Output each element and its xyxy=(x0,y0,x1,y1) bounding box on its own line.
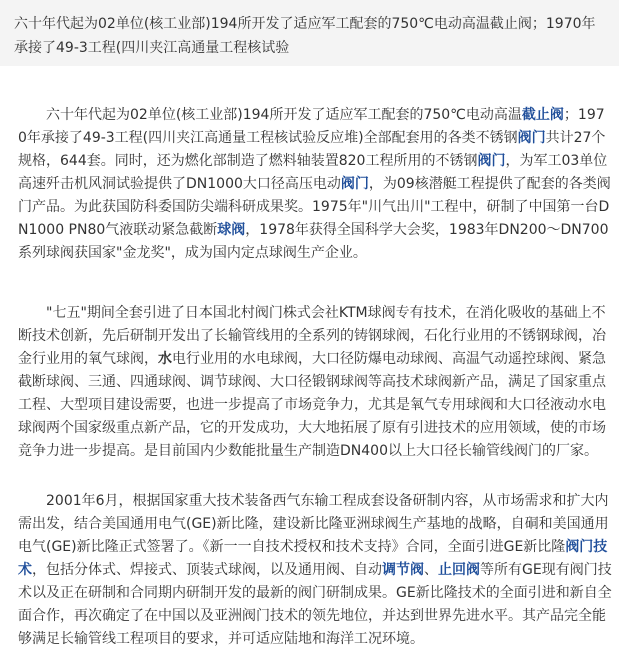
paragraph-text: ；1970年承接了49-3工程(四川夹江高通量工程核试验反应堆)全部配套用的各类不锈钢 xyxy=(18,107,605,146)
keyword-bold: 水 xyxy=(158,351,172,367)
keyword-link[interactable]: 阀门技术 xyxy=(18,539,608,578)
excerpt-title: 六十年代起为02单位(核工业部)194所开发了适应军工配套的750℃电动高温截止阀；1970年承接了49-3工程(四川夹江高通量工程核试验 xyxy=(14,16,596,56)
keyword-link[interactable]: 止回阀 xyxy=(438,562,480,578)
keyword-link[interactable]: 阀门 xyxy=(340,176,369,192)
paragraph-text: 六十年代起为02单位(核工业部)194所开发了适应军工配套的750℃电动高温 xyxy=(46,107,522,123)
keyword-link[interactable]: 调节阀 xyxy=(382,562,424,578)
keyword-link[interactable]: 球阀 xyxy=(217,222,246,238)
excerpt-header xyxy=(0,0,619,66)
paragraph-text: 、 xyxy=(424,562,438,578)
paragraph-history xyxy=(18,104,613,265)
paragraph-text: ，为军工03单位高速歼击机风洞试验提供了DN1000大口径高压电动 xyxy=(18,153,608,192)
paragraph-text: ，为09核潜艇工程提供了配套的各类阀门产品。为此获国防科委国防尖端科研成果奖。1975年"川气出川"工程中，研制了中国第一台DN1000 PN80气液联动紧急截断 xyxy=(18,176,611,238)
keyword-link[interactable]: 阀门 xyxy=(517,130,546,146)
paragraph-text: 电行业用的水电球阀，大口径防爆电动球阀、高温气动遥控球阀、紧急截断球阀、三通、四通球阀、调节球阀、大口径锻钢球阀等高技术球阀新产品，满足了国家重点工程、大型项目建设需要，也进一步提高了市场竞争力，尤其是氧气专用球阀和大口径液动水电球阀两个国家级重点新产品，它的开发成功，大大地拓展了原有引进技术的应用领域，使的市场竞争力进一步提高。是目前国内少数能批量生产制造DN400以上大口径长输管线阀门的厂家。 xyxy=(18,351,606,459)
keyword-link[interactable]: 阀门 xyxy=(477,153,506,169)
paragraph-seventh-five-year xyxy=(18,302,613,463)
paragraph-text: 2001年6月，根据国家重大技术装备西气东输工程成套设备研制内容，从市场需求和扩大内需出发，结合美国通用电气(GE)新比隆，建设新比隆亚洲球阀生产基地的战略，自硐和美国通用电气(GE)新比隆正式签署了。《新一一自技术授权和技术支持》合同，全面引进GE新比隆 xyxy=(18,493,609,555)
paragraph-text: ，包括分体式、焊接式、顶装式球阀，以及通用阀、自动 xyxy=(32,562,382,578)
paragraph-ge-nuovo-pignone xyxy=(18,490,613,651)
paragraph-text: 共计27个规格，644套。同时，还为燃化部制造了燃料轴装置820工程所用的不锈钢 xyxy=(18,130,606,169)
paragraph-text: "七五"期间全套引进了日本国北村阀门株式会社KTM球阀专有技术，在消化吸收的基础上不断技术创新，先后研制开发出了长输管线用的全系列的铸钢球阀，石化行业用的不锈钢球阀，冶金行业用的氧气球阀， xyxy=(18,305,606,367)
paragraph-text: ，1978年获得全国科学大会奖，1983年DN200～DN700系列球阀获国家"金龙奖"，成为国内定点球阀生产企业。 xyxy=(18,222,609,261)
keyword-link[interactable]: 截止阀 xyxy=(521,107,564,123)
paragraph-text: 等所有GE现有阀门技术以及正在研制和合同期内研制开发的最新的阀门研制成果。GE新比隆技术的全面引进和新自全面合作，再次确定了在中国以及亚洲阀门技术的领先地位，并达到世界先进水平。其产品完全能够满足长输管线工程项目的要求，并可适应陆地和海洋工况环境。 xyxy=(18,562,612,647)
